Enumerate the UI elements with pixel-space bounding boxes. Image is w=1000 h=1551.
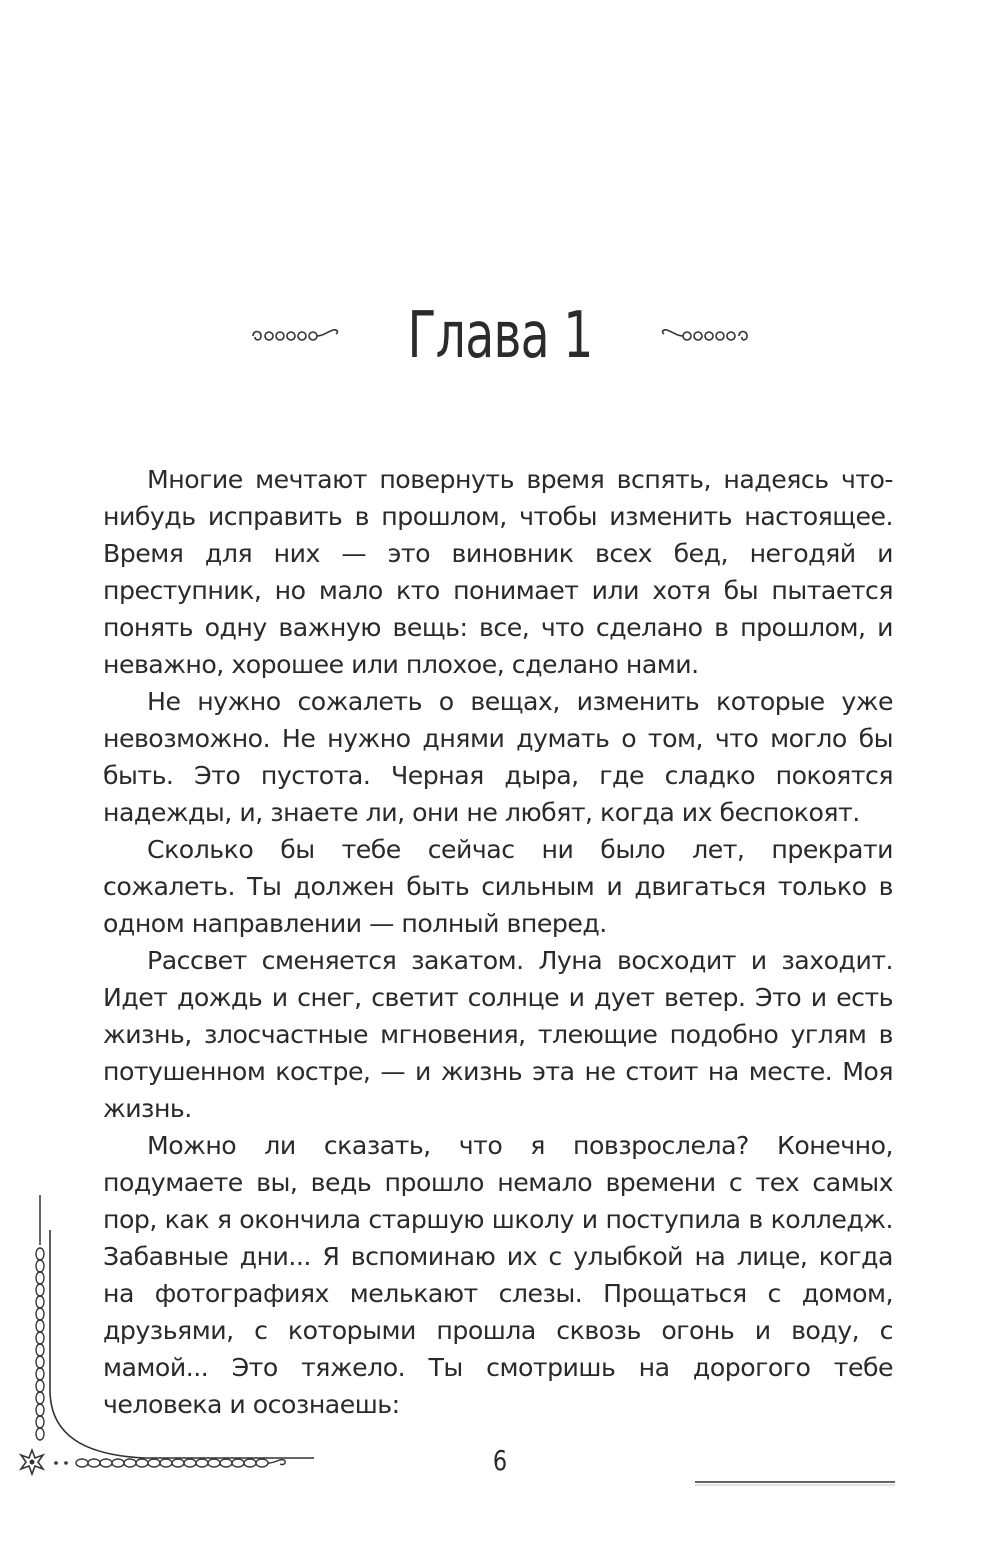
paragraph-3: Сколько бы тебе сейчас ни было лет, прекрати сожалеть. Ты должен быть сильным и двигаться только в одном направлении — полный вперед. — [103, 835, 893, 938]
page-number: 6 — [492, 1444, 508, 1477]
footer-rule-right — [695, 1480, 895, 1486]
paragraph-4: Рассвет сменяется закатом. Луна восходит и заходит. Идет дождь и снег, светит солнце и дует ветер. Это и есть жизнь, злосчастные мгновения, тлеющие подобно углям в потушенном костре, — и жизнь эта не стоит на месте. Моя жизнь. — [103, 946, 893, 1123]
paragraph-5: Можно ли сказать, что я повзрослела? Конечно, подумаете вы, ведь прошло немало времени с тех самых пор, как я окончила старшую школу и поступила в колледж. Забавные дни... Я вспоминаю их с улыбкой на лице, когда на фотографиях мелькают слезы. Прощаться с домом, друзьями, с которыми прошла сквозь огонь и воду, с мамой... Это тяжело. Ты смотришь на дорогого тебе человека и осознаешь: — [103, 1131, 893, 1419]
paragraph-2: Не нужно сожалеть о вещах, изменить которые уже невозможно. Не нужно днями думать о том, что могло бы быть. Это пустота. Черная дыра, где сладко покоятся надежды, и, знаете ли, они не любят, когда их беспокоят. — [103, 687, 893, 827]
paragraph-1: Многие мечтают повернуть время вспять, надеясь что-нибудь исправить в прошлом, чтобы изменить настоящее. Время для них — это виновник всех бед, негодяй и преступник, но мало кто понимает или хотя бы пытается понять одну важную вещь: все, что сделано в прошлом, и неважно, хорошее или плохое, сделано нами. — [103, 465, 893, 679]
left-swirl-ornament-icon — [251, 326, 341, 346]
chapter-title: Глава 1 — [407, 299, 593, 373]
chapter-heading — [0, 296, 1000, 376]
right-swirl-ornament-icon — [659, 326, 749, 346]
